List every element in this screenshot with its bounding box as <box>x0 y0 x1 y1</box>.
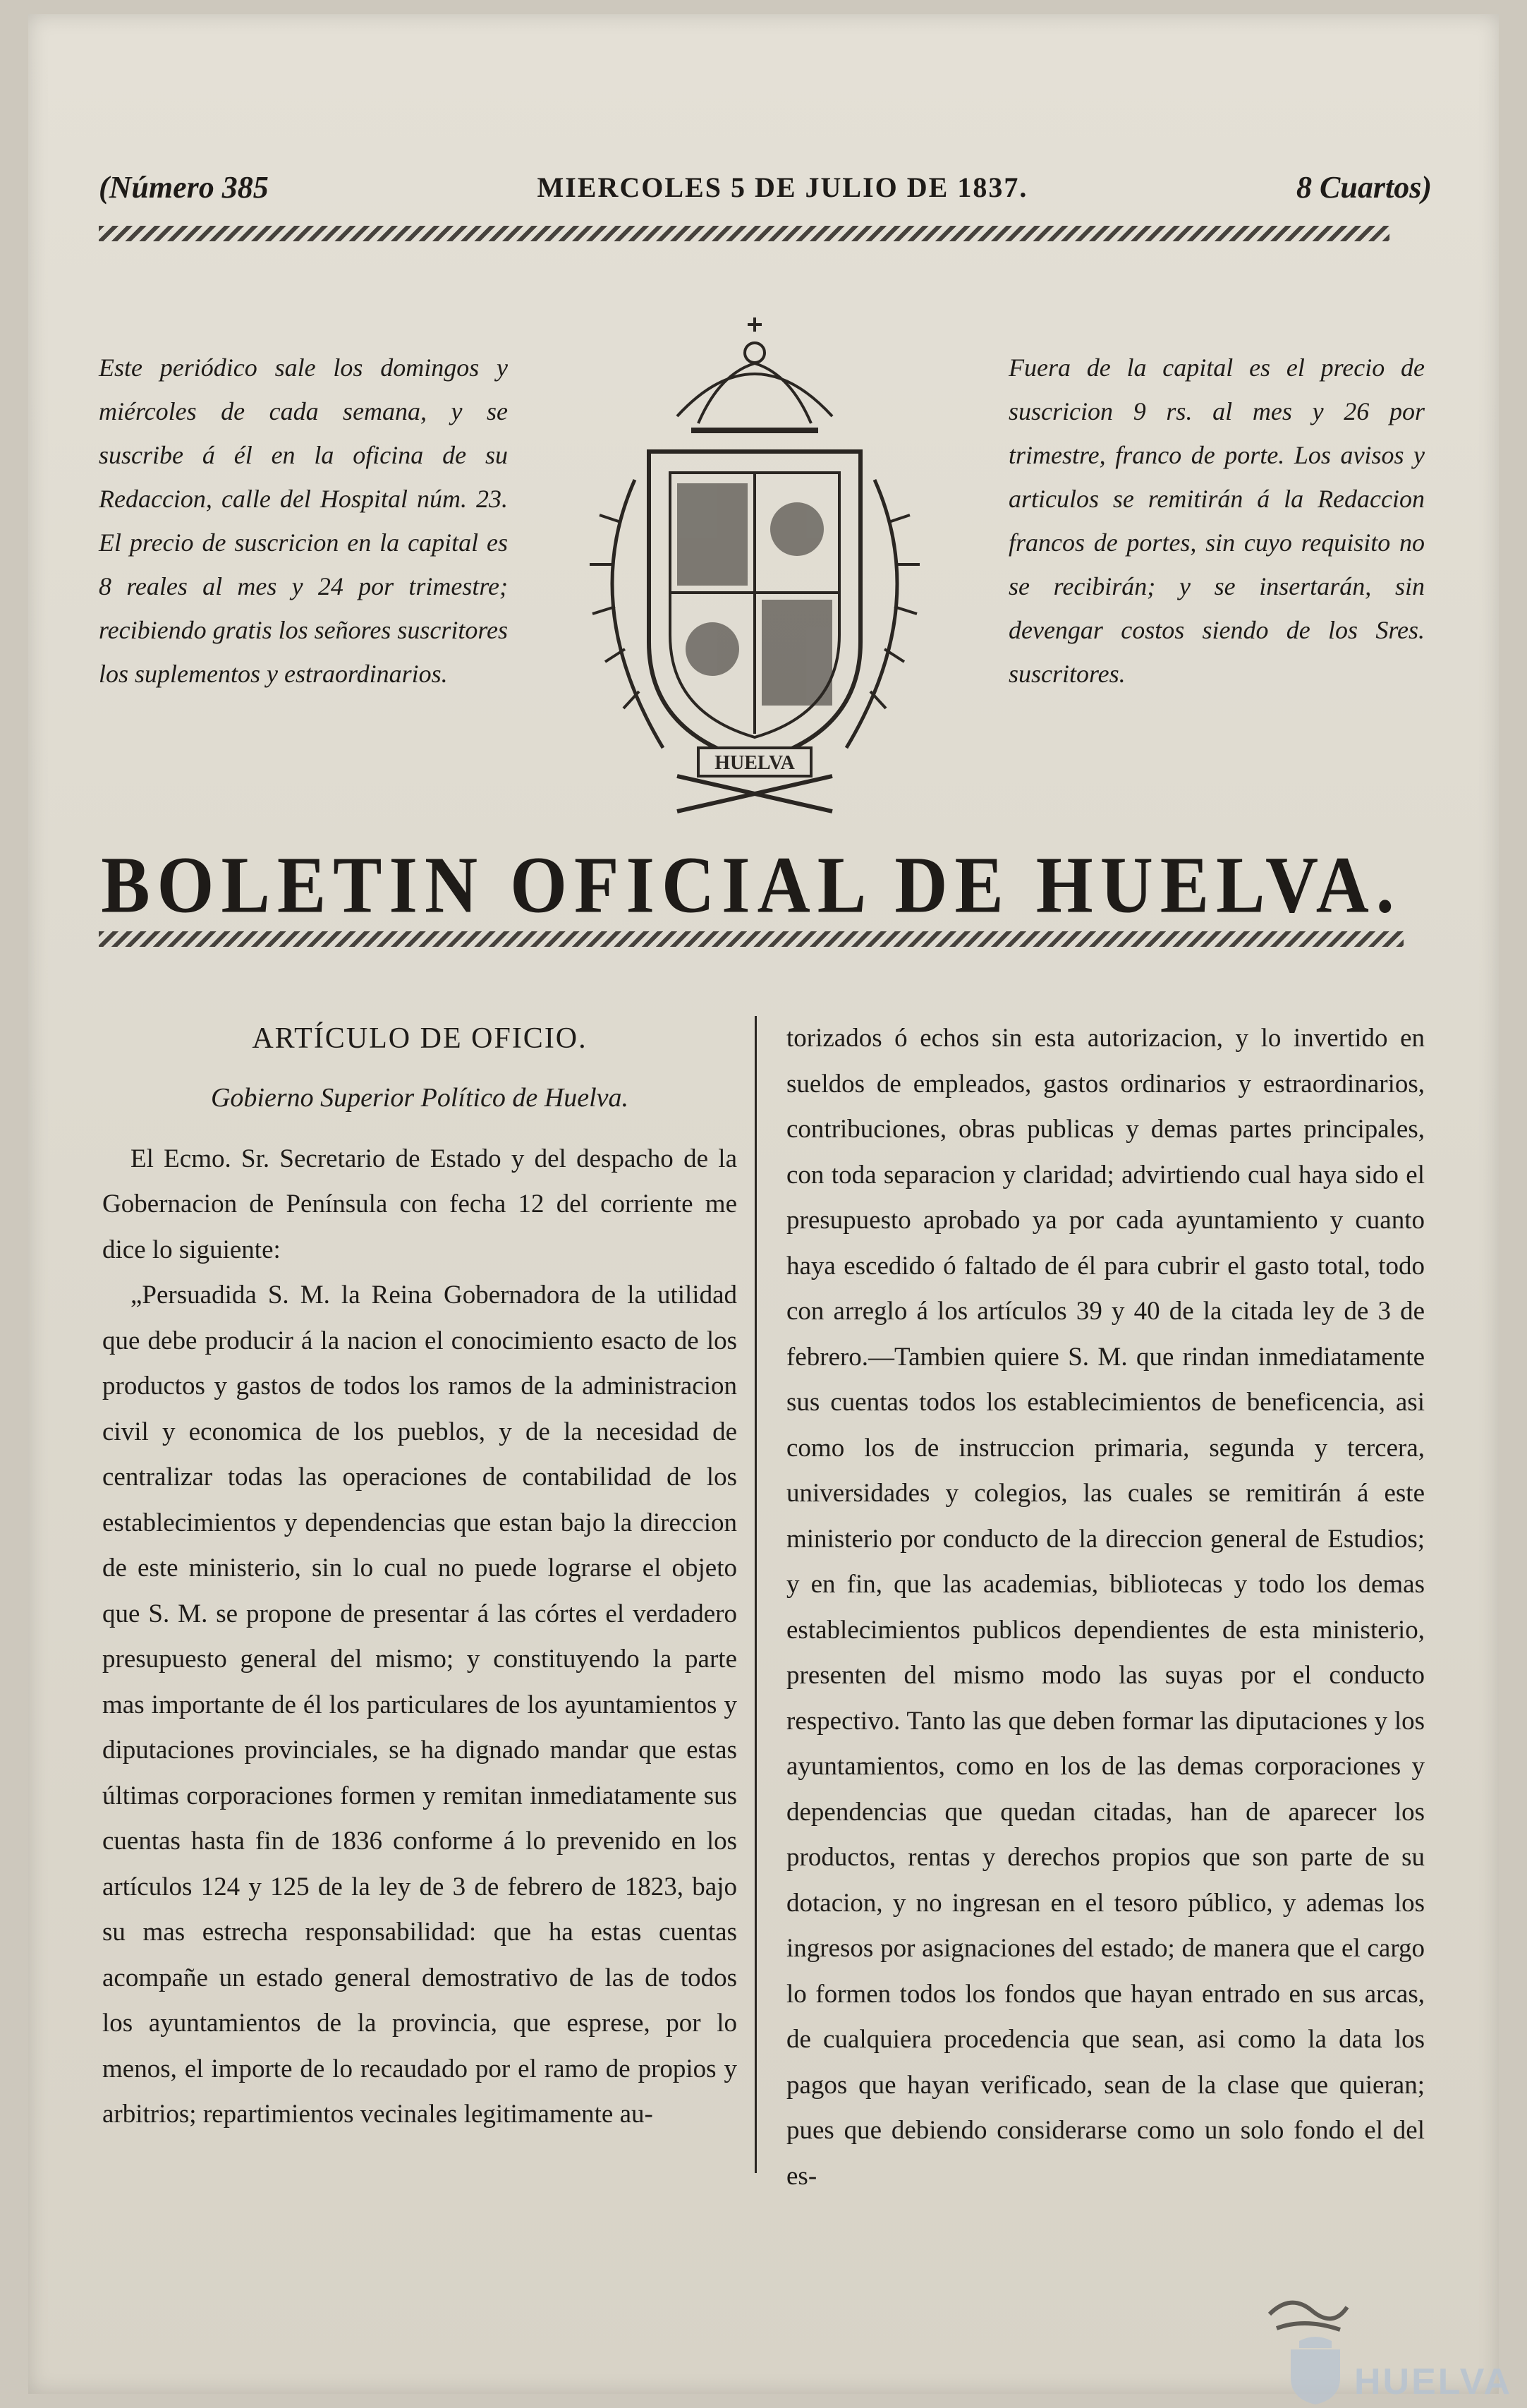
archive-logo <box>1284 2335 1516 2406</box>
subscription-info-right: Fuera de la capital es el precio de suscricion 9 rs. al mes y 26 por trimestre, franco de porte. Los avisos y articulos se remitirán á la Redaccion francos de portes, sin cuyo requisito no se recibirán; y se insertarán, sin devengar costos siendo de los Sres. suscritores. <box>1009 353 1425 688</box>
article-title: ARTÍCULO DE OFICIO. <box>252 1022 588 1055</box>
article-column-left <box>102 1016 737 2138</box>
archive-logo-text: HUELVA <box>1354 2361 1513 2402</box>
newspaper-page <box>28 14 1513 2402</box>
masthead-ornamental-rule <box>99 931 1404 947</box>
article-column-right <box>786 1016 1425 2199</box>
masthead-title: BOLETIN OFICIAL DE HUELVA. <box>101 840 1401 930</box>
issue-date: MIERCOLES 5 DE JULIO DE 1837. <box>537 171 1028 203</box>
top-ornamental-rule <box>99 226 1389 241</box>
header-line <box>99 166 1432 208</box>
article-paragraph: torizados ó echos sin esta autorizacion, y lo invertido en sueldos de empleados, gastos ordinarios y estraordinarios, contribuciones, obras publicas y demas partes principales, con toda separacion y claridad; advirtiendo cual haya sido el presupuesto aprobado ya por cada ayuntamiento y cuanto haya escedido ó faltado de él para cubrir el gasto total, todo con arreglo á los artículos 39 y 40 de la citada ley de 3 de febrero.—Tambien quiere S. M. que rindan inmediatamente sus cuentas todos los establecimientos de beneficencia, asi como los de instruccion primaria, segunda y tercera, universidades y colegios, las cuales se remitirán á este ministerio por conducto de la direccion general de Estudios; y en fin, que las academias, bibliotecas y todo los demas establecimientos publicos dependientes de esta ministerio, presenten del mismo modo las suyas por el conducto respectivo. Tanto las que deben formar las diputaciones y los ayuntamientos, como en los de las demas corporaciones y dependencias que quedan citadas, han de aparecer los productos, rentas y derechos propios que son parte de su dotacion, y no ingresan en el tesoro público, y ademas los ingresos por asignaciones del estado; de manera que el cargo lo formen todos los fondos que hayan entrado en sus arcas, de cualquiera procedencia que sean, asi como la data los pagos que hayan verificado, sean de la clase que quieran; pues que debiendo considerarse como un solo fondo el del es- <box>786 1024 1425 2191</box>
subscription-info-left: Este periódico sale los domingos y miércoles de cada semana, y se suscribe á él en la oficina de su Redaccion, calle del Hospital núm. 23. El precio de suscricion en la capital es 8 reales al mes y 24 por trimestre; recibiendo gratis los señores suscritores los suplementos y estraordinarios. <box>99 353 508 688</box>
article-subtitle: Gobierno Superior Político de Huelva. <box>210 1083 629 1113</box>
article-paragraph: „Persuadida S. M. la Reina Gobernadora de la utilidad que debe producir á la nacion el conocimiento esacto de los productos y gastos de todos los ramos de la administracion civil y economica de los pueblos, y de la necesidad de centralizar todas las operaciones de contabilidad de los establecimientos y dependencias que estan bajo la direccion de este ministerio, sin lo cual no puede lograrse el objeto que S. M. se propone de presentar á las córtes el verdadero presupuesto general del mismo; y constituyendo la parte mas importante de él los particulares de los ayuntamientos y diputaciones provinciales, se ha dignado mandar que estas últimas corporaciones formen y remitan inmediatamente sus cuentas hasta fin de 1836 conforme á lo prevenido en los artículos 124 y 125 de la ley de 3 de febrero de 1823, bajo su mas estrecha responsabilidad: que ha estas cuentas acompañe un estado general demostrativo de las de todos los ayuntamientos de la provincia, que esprese, por lo menos, el importe de lo recaudado por el ramo de propios y arbitrios; repartimientos vecinales legitimamente au- <box>102 1281 737 2129</box>
issue-price: 8 Cuartos) <box>1296 169 1432 205</box>
library-stamp-icon <box>1263 2286 1354 2342</box>
issue-number: (Número 385 <box>99 169 269 205</box>
city-shield-icon <box>1284 2335 1347 2406</box>
column-divider <box>755 1016 757 2173</box>
crest-banner: HUELVA <box>714 752 795 774</box>
article-paragraph: El Ecmo. Sr. Secretario de Estado y del despacho de la Gobernacion de Península con fecha 12 del corriente me dice lo siguiente: <box>102 1144 737 1264</box>
coat-of-arms-icon <box>536 310 973 818</box>
